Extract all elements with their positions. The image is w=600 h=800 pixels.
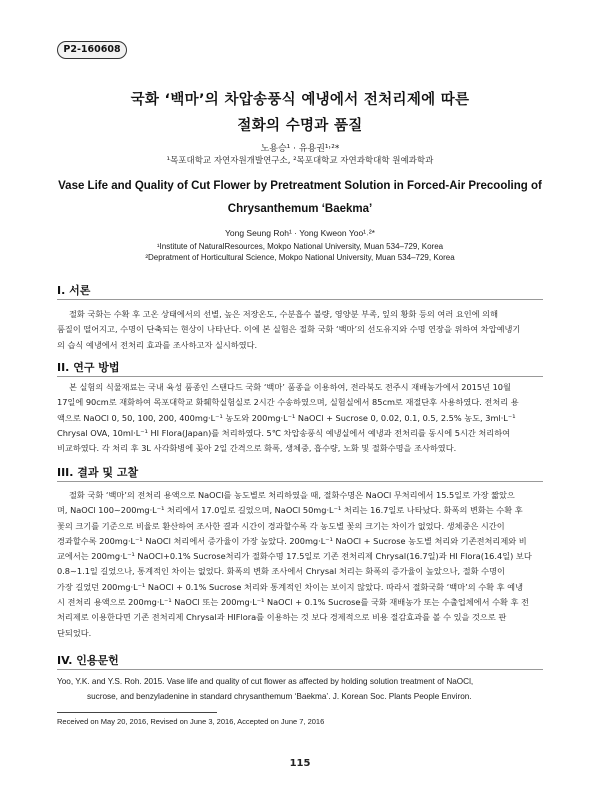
body-line: 17일에 90cm로 재화하여 목포대학교 화훼학실험실로 2시간 수송하였으며, 실험실에서 85cm로 재절단후 사용하였다. 전처리 용: [57, 397, 519, 408]
body-line: 시 전처리 용액으로 200mg·L⁻¹ NaOCl 또는 200mg·L⁻¹ NaOCl + 0.1% Sucrose를 국화 재배농가 또는 수출업체에서 수확 후 전: [57, 597, 529, 608]
section-heading-methods: II. 연구 방법: [57, 361, 120, 374]
abstract-code-badge: P2-160608: [57, 41, 127, 59]
korean-title-line-2: 절화의 수명과 품질: [237, 118, 363, 134]
section-body-results: [57, 488, 543, 641]
body-line: 단되었다.: [57, 627, 92, 638]
reference-line-2: sucrose, and benzyladenine in standard chrysanthemum ‘Baekma’. J. Korean Soc. Plants People Environ.: [87, 692, 472, 702]
body-line: 비교하였다. 각 처리 후 3L 사각화병에 꽂아 2일 간격으로 화폭, 생체중, 흡수량, 노화 및 절화수명을 조사하였다.: [57, 443, 457, 454]
section-heading-introduction: I. 서론: [57, 284, 91, 297]
body-line: 본 실험의 식물재료는 국내 육성 품종인 스탠다드 국화 ‘백마’ 품종을 이용하여, 전라북도 전주시 재배농가에서 2015년 10월: [69, 382, 511, 392]
body-line: 액으로 NaOCl 0, 50, 100, 200, 400mg·L⁻¹ 농도와 200mg·L⁻¹ NaOCl + Sucrose 0, 0.02, 0.1, 0.5, 2.5% 농도, 3ml·L⁻¹: [57, 412, 516, 423]
section-heading-references: IV. 인용문헌: [57, 654, 119, 667]
body-line: 품질이 떨어지고, 수명이 단축되는 현상이 나타난다. 이에 본 실험은 절화 국화 ‘백마’의 선도유지와 수명 연장을 위하여 차압예냉기: [57, 324, 521, 335]
section-divider: [57, 376, 543, 377]
body-line: 절화 국화 ‘백마’의 전처리 용액으로 NaOCl를 농도별로 처리하였을 때, 절화수명은 NaOCl 무처리에서 15.5일로 가장 짧았으: [69, 490, 515, 500]
english-authors: Yong Seung Roh¹ · Yong Kweon Yoo¹˒²*: [225, 228, 375, 238]
page-number: 115: [289, 758, 311, 769]
body-line: 0.8~1.1일 길었으나, 통계적인 차이는 없었다. 화폭의 변화 조사에서 Chrysal 처리는 화폭의 증가율이 높았으나, 절화 수명이: [57, 566, 505, 577]
body-line: 며, NaOCl 100~200mg·L⁻¹ 처리에서 17.0일로 길었으며, NaOCl 50mg·L⁻¹ 처리는 16.7일로 나타났다. 화폭의 변화는 수확 후: [57, 505, 523, 516]
english-affiliation-2: ²Depratment of Horticultural Science, Mokpo National University, Muan 534–729, Korea: [145, 253, 455, 262]
reference-entry: [57, 674, 543, 705]
korean-affiliations: ¹목포대학교 자연자원개발연구소, ²목포대학교 자연과학대학 원예과학과: [166, 156, 434, 166]
section-heading-results: III. 결과 및 고찰: [57, 466, 139, 479]
body-line: 절화 국화는 수확 후 고온 상태에서의 선별, 높은 저장온도, 수분흡수 불량, 영양분 부족, 잎의 황화 등의 여러 요인에 의해: [69, 309, 498, 319]
body-line: 꽃의 크기를 기준으로 비율로 환산하여 조사한 결과 시간이 경과할수록 각 농도별 꽃의 크기는 차이가 없었다. 생체중은 시간이: [57, 520, 505, 531]
received-date-footnote: Received on May 20, 2016, Revised on June 3, 2016, Accepted on June 7, 2016: [57, 717, 325, 726]
english-affiliation-1: ¹Institute of NaturalResources, Mokpo National University, Muan 534–729, Korea: [156, 242, 444, 251]
body-line: 경과할수록 200mg·L⁻¹ NaOCl 처리에서 증가율이 가장 높았다. 200mg·L⁻¹ NaOCl + Sucrose 농도별 처리와 기존전처리제와 비: [57, 535, 527, 546]
body-line: 의 습식 예냉에서 전처리 효과를 조사하고자 실시하였다.: [57, 339, 258, 350]
section-body-introduction: [57, 307, 543, 353]
english-title-line-1: Vase Life and Quality of Cut Flower by Pretreatment Solution in Forced-Air Precooling of: [58, 180, 542, 192]
english-title-line-2: Chrysanthemum ‘Baekma’: [227, 203, 373, 215]
reference-line-1: Yoo, Y.K. and Y.S. Roh. 2015. Vase life and quality of cut flower as affected by holding solution treatment of NaOCl,: [57, 677, 474, 686]
section-body-methods: [57, 380, 543, 456]
korean-authors: 노용승¹ · 유용권¹˒²*: [260, 144, 340, 154]
section-divider: [57, 481, 543, 482]
section-divider: [57, 669, 543, 670]
body-line: 가장 길었던 200mg·L⁻¹ NaOCl + 0.1% Sucrose 처리와 통계적인 차이는 보이지 않았다. 따라서 절화국화 ‘백마’의 수확 후 예냉: [57, 581, 523, 592]
korean-title-line-1: 국화 ‘백마’의 차압송풍식 예냉에서 전처리제에 따른: [130, 92, 470, 108]
body-line: 처리제로 이용한다면 기존 전처리제 Chrysal과 HIFlora를 이용하는 것 보다 경제적으로 비용 절감효과를 볼 수 있을 것으로 판: [57, 612, 507, 623]
body-line: Chrysal OVA, 10ml·L⁻¹ HI Flora(Japan)를 처리하였다. 5℃ 차압송풍식 예냉실에서 예냉과 전처리를 동시에 5시간 처리하여: [57, 427, 511, 438]
footnote-divider: [57, 712, 217, 713]
section-divider: [57, 299, 543, 300]
body-line: 교에서는 200mg·L⁻¹ NaOCl+0.1% Sucrose처리가 절화수명 17.5일로 기존 전처리제 Chrysal(16.7일)과 HI Flora(16.4일) 보다: [57, 551, 532, 562]
